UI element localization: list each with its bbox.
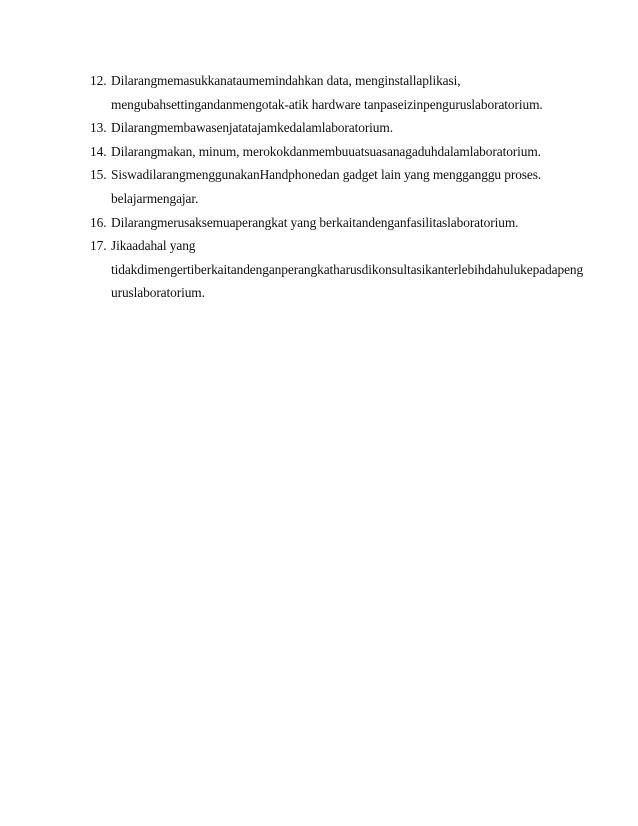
list-item [90, 69, 590, 116]
list-item-number: 13. [90, 120, 107, 136]
list-item-number: 12. [90, 73, 107, 88]
list-item-text: Dilarangmerusaksemuaperangkat yang berkaitandenganfasilitaslaboratorium. [111, 214, 519, 230]
list-item [90, 116, 590, 140]
list-item-text: Dilarangmembawasenjatatajamkedalamlaboratorium. [111, 120, 393, 136]
list-item-text: Dilarangmemasukkanataumemindahkan data, menginstallaplikasi, [111, 73, 461, 88]
list-item-text: uruslaboratorium. [111, 285, 205, 301]
list-item-text: tidakdimengertiberkaitandenganperangkatharusdikonsultasikanterlebihdahulukepadapeng [111, 261, 584, 277]
list-item [90, 163, 590, 210]
list-item-number: 16. [90, 214, 107, 230]
list-item-number: 17. [90, 238, 107, 254]
list-item-text: mengubahsettingandanmengotak-atik hardware tanpaseizinpenguruslaboratorium. [111, 96, 543, 112]
list-item [90, 140, 590, 164]
list-item [90, 211, 590, 235]
list-item-text: belajarmengajar. [111, 190, 199, 206]
list-item-text: Jikaadahal yang [111, 238, 196, 254]
list-item-number: 14. [90, 143, 107, 159]
list-item-number: 15. [90, 167, 107, 183]
list-item-text: SiswadilarangmenggunakanHandphonedan gadget lain yang mengganggu proses. [111, 167, 542, 183]
list-item [90, 234, 590, 305]
list-item-text: Dilarangmakan, minum, merokokdanmembuuatsuasanagaduhdalamlaboratorium. [111, 143, 541, 159]
rules-list [90, 69, 590, 305]
